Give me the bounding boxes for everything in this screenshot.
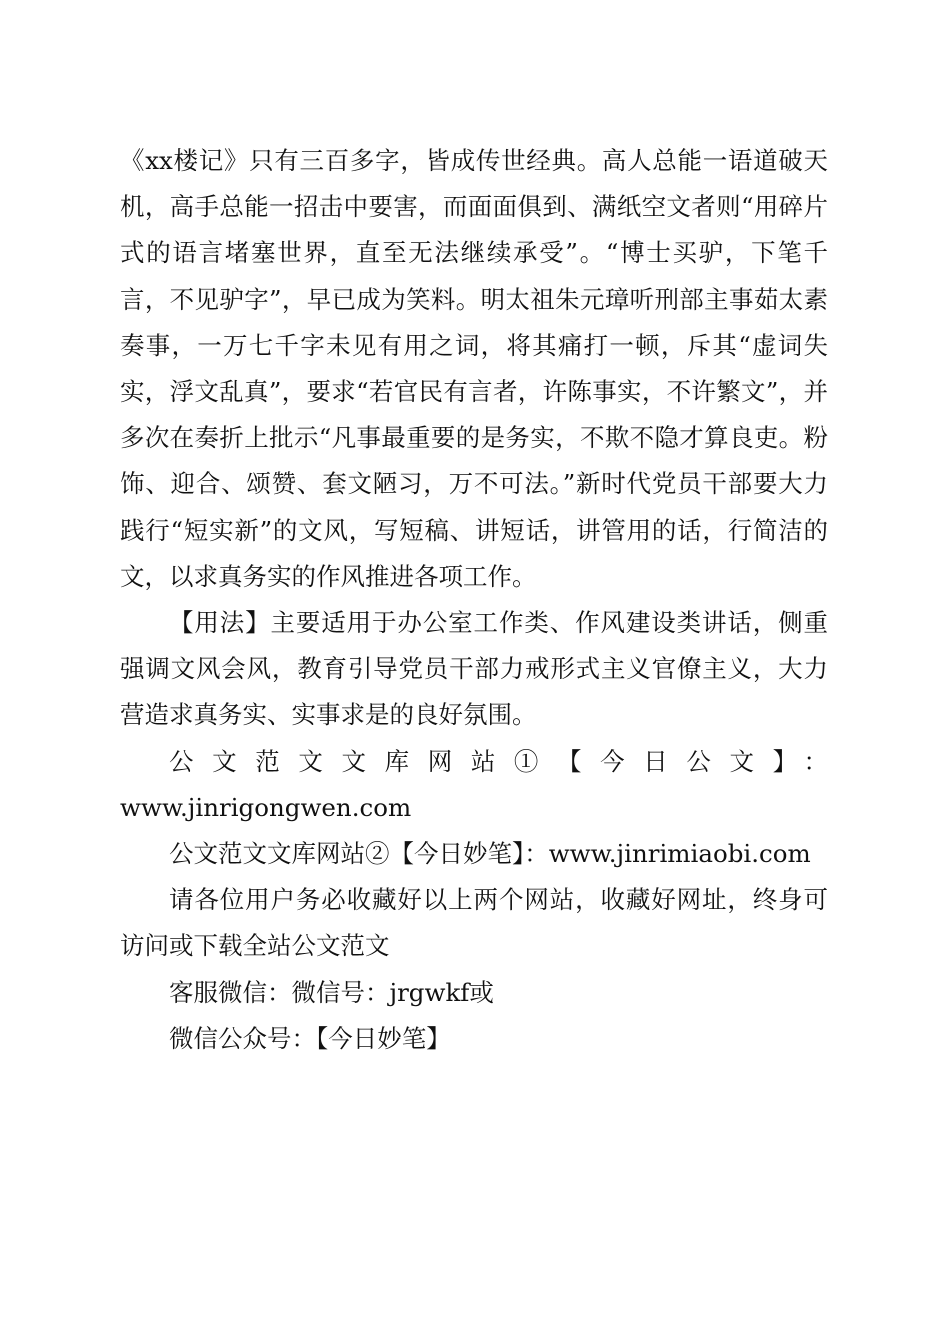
bookmark-notice: 请各位用户务必收藏好以上两个网站，收藏好网址，终身可访问或下载全站公文范文 [120,885,828,961]
site-one-block [120,739,828,831]
body-paragraph: 《xx楼记》只有三百多字，皆成传世经典。高人总能一语道破天机，高手总能一招击中要害，而面面俱到、满纸空文者则“用碎片式的语言堵塞世界，直至无法继续承受”。“博士买驴，下笔千言，不见驴字”，早已成为笑料。明太祖朱元璋听刑部主事茹太素奏事，一万七千字未见有用之词，将其痛打一顿，斥其“虚词失实，浮文乱真”，要求“若官民有言者，许陈事实，不许繁文”，并多次在奏折上批示“凡事最重要的是务实，不欺不隐才算良吏。粉饰、迎合、颂赞、套文陋习，万不可法。”新时代党员干部要大力践行“短实新”的文风，写短稿、讲短话，讲管用的话，行简洁的文，以求真务实的作风推进各项工作。 [120,146,828,591]
usage-paragraph: 【用法】主要适用于办公室工作类、作风建设类讲话，侧重强调文风会风，教育引导党员干部力戒形式主义官僚主义，大力营造求真务实、实事求是的良好氛围。 [120,608,828,730]
document-page [120,138,828,1062]
official-account-line: 微信公众号：【今日妙笔】 [169,1023,451,1053]
site-one-label: 公文范文文库网站①【今日公文】： [169,746,828,776]
site-two-line: 公文范文文库网站②【今日妙笔】：www.jinrimiaobi.com [169,839,811,869]
wechat-line: 客服微信：微信号：jrgwkf或 [169,977,494,1007]
site-one-url: www.jinrigongwen.com [120,792,412,822]
